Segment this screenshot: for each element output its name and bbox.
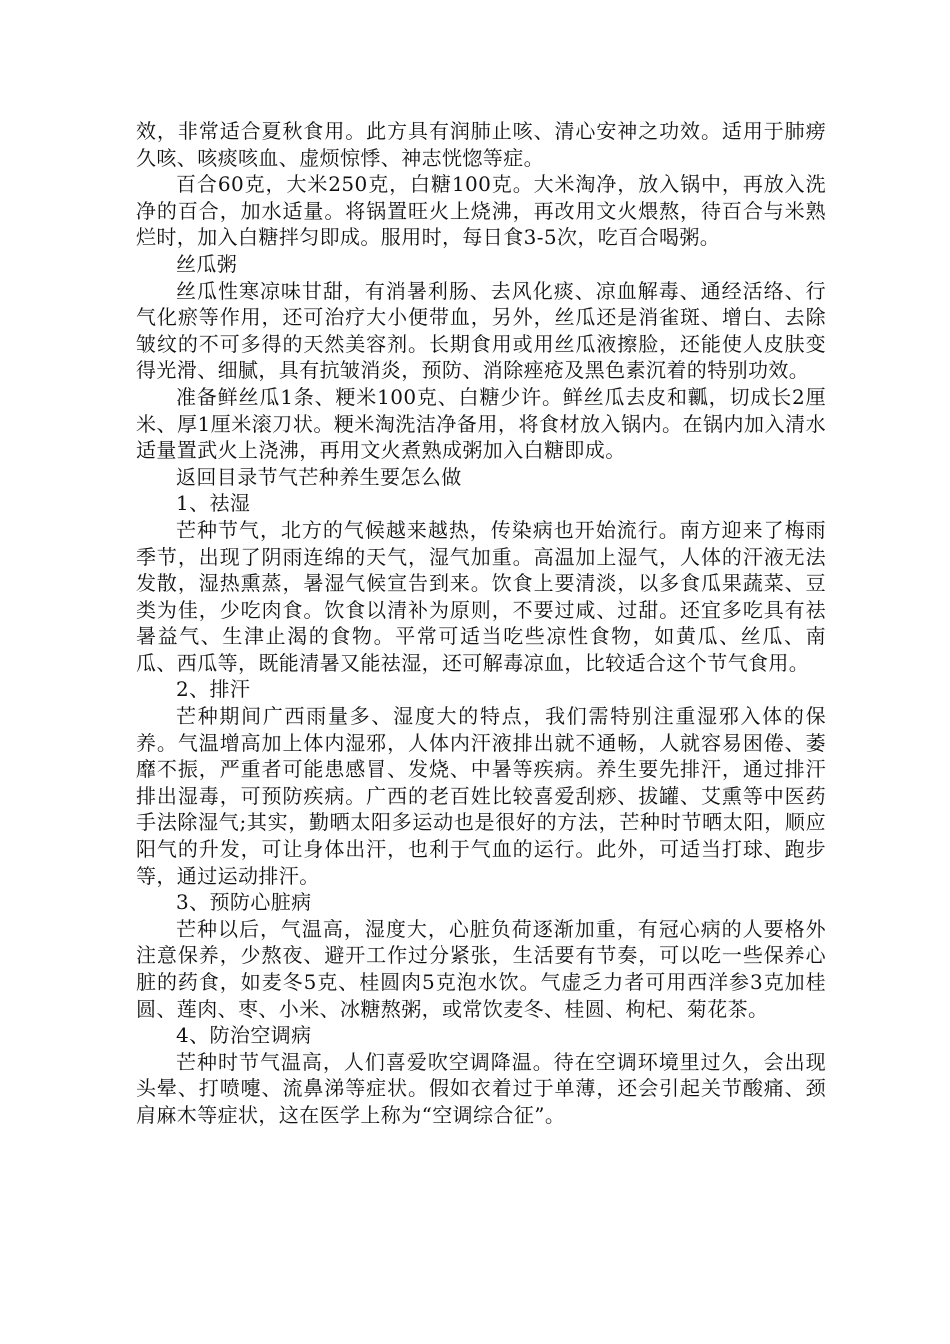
heading-return-to-toc: 返回目录节气芒种养生要怎么做 [176, 464, 462, 489]
paragraph-sigua-recipe: 准备鲜丝瓜1条、粳米100克、白糖少许。鲜丝瓜去皮和瓤，切成长2厘米、厚1厘米滚刀状。粳米淘洗洁净备用，将食材放入锅内。在锅内加入清水适量置武火上浇沸，再用文火煮熟成粥加入白糖即成。 [136, 384, 826, 463]
paragraph-baihe-recipe: 百合60克，大米250克，白糖100克。大米淘净，放入锅中，再放入洗净的百合，加水适量。将锅置旺火上烧沸，再改用文火煨熬，待百合与米熟烂时，加入白糖拌匀即成。服用时，每日食3-5次，吃百合喝粥。 [136, 172, 826, 250]
paragraph-sweating: 芒种期间广西雨量多、湿度大的特点，我们需特别注重湿邪入体的保养。气温增高加上体内湿邪，人体内汗液排出就不通畅，人就容易困倦、萎靡不振，严重者可能患感冒、发烧、中暑等疾病。养生要先排汗，通过排汗排出湿毒，可预防疾病。广西的老百姓比较喜爱刮痧、拔罐、艾熏等中医药手法除湿气;其实，勤晒太阳多运动也是很好的方法，芒种时节晒太阳，顺应阳气的升发，可让身体出汗，也利于气血的运行。此外，可适当打球、跑步等，通过运动排汗。 [136, 704, 826, 888]
heading-heart-disease: 3、预防心脏病 [176, 890, 312, 915]
paragraph-sigua-benefits: 丝瓜性寒凉味甘甜，有消暑利肠、去风化痰、凉血解毒、通经活络、行气化瘀等作用，还可治疗大小便带血，另外，丝瓜还是消雀斑、增白、去除皱纹的不可多得的天然美容剂。长期食用或用丝瓜液擦脸，还能使人皮肤变得光滑、细腻，具有抗皱消炎，预防、消除痤疮及黑色素沉着的特别功效。 [136, 278, 826, 383]
heading-remove-dampness: 1、祛湿 [176, 491, 251, 516]
paragraph-baihe-intro: 效，非常适合夏秋食用。此方具有润肺止咳、清心安神之功效。适用于肺痨久咳、咳痰咳血、虚烦惊悸、神志恍惚等症。 [136, 119, 826, 170]
heading-air-conditioning: 4、防治空调病 [176, 1023, 312, 1048]
paragraph-air-conditioning: 芒种时节气温高，人们喜爱吹空调降温。待在空调环境里过久，会出现头晕、打喷嚏、流鼻涕等症状。假如衣着过于单薄，还会引起关节酸痛、颈肩麻木等症状，这在医学上称为“空调综合征”。 [136, 1049, 826, 1127]
heading-sweating: 2、排汗 [176, 677, 251, 702]
paragraph-heart-disease: 芒种以后，气温高，湿度大，心脏负荷逐渐加重，有冠心病的人要格外注意保养，少熬夜、避开工作过分紧张，生活要有节奏，可以吃一些保养心脏的药食，如麦冬5克、桂圆肉5克泡水饮。气虚乏力者可用西洋参3克加桂圆、莲肉、枣、小米、冰糖熬粥，或常饮麦冬、桂圆、枸杞、菊花茶。 [136, 916, 826, 1021]
document-body [136, 118, 826, 1129]
heading-sigua-porridge: 丝瓜粥 [176, 251, 238, 276]
paragraph-remove-dampness: 芒种节气，北方的气候越来越热，传染病也开始流行。南方迎来了梅雨季节，出现了阴雨连绵的天气，湿气加重。高温加上湿气，人体的汗液无法发散，湿热熏蒸，暑湿气候宣告到来。饮食上要清淡，以多食瓜果蔬菜、豆类为佳，少吃肉食。饮食以清补为原则，不要过咸、过甜。还宜多吃具有祛暑益气、生津止渴的食物。平常可适当吃些凉性食物，如黄瓜、丝瓜、南瓜、西瓜等，既能清暑又能祛湿，还可解毒凉血，比较适合这个节气食用。 [136, 517, 826, 675]
